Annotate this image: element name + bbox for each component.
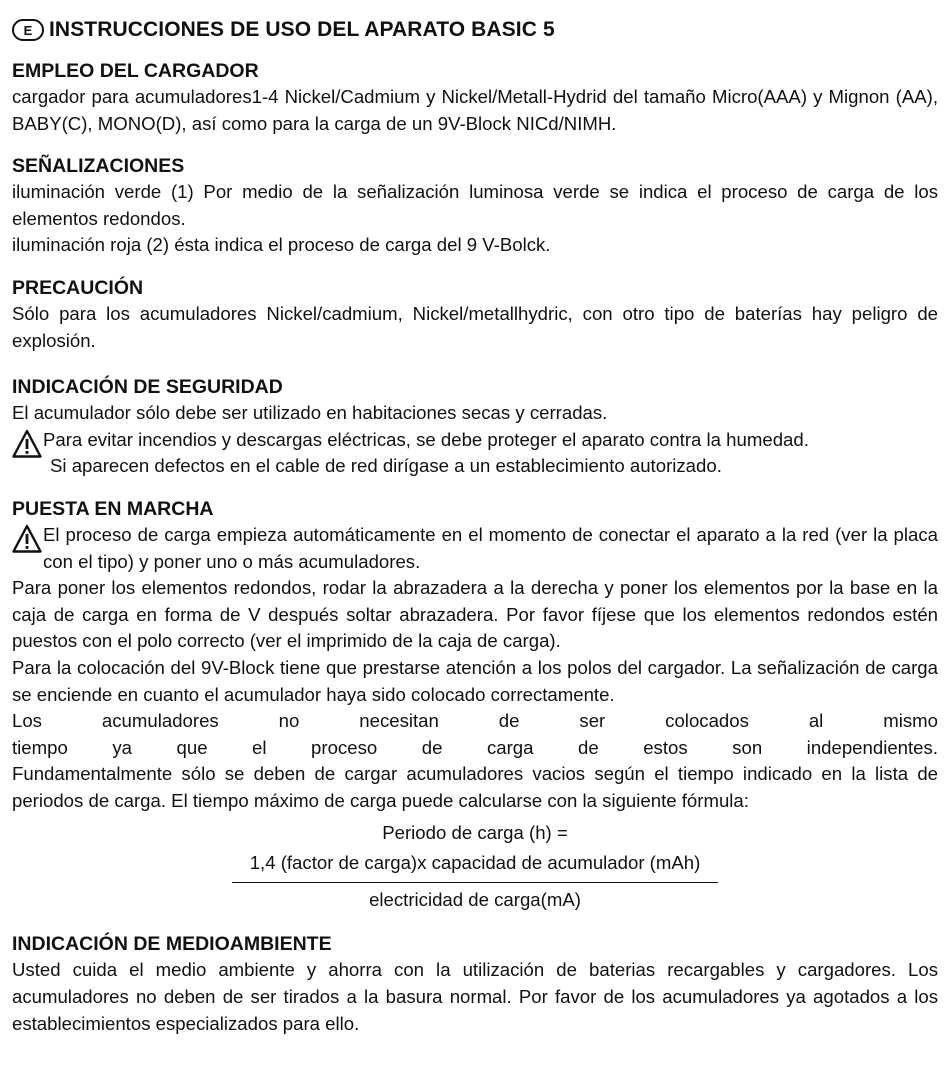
document-title: INSTRUCCIONES DE USO DEL APARATO BASIC 5 [49, 18, 555, 41]
warning-line: Para evitar incendios y descargas eléctricas, se debe proteger el aparato contra la humedad. [43, 428, 809, 450]
language-badge: E [12, 19, 44, 41]
paragraph: Sólo para los acumuladores Nickel/cadmium, Nickel/metallhydric, con otro tipo de baterías hay peligro de explosión. [12, 302, 938, 351]
paragraph: Para poner los elementos redondos, rodar la abrazadera a la derecha y poner los elementos por la base en la caja de carga en forma de V después soltar abrazadera. Por favor fíjese que los elementos redondos estén puestos con el polo correcto (ver el imprimido de la caja de carga). [12, 577, 938, 652]
warning-text [43, 427, 938, 480]
charge-time-formula [12, 818, 938, 915]
section-heading: EMPLEO DEL CARGADOR [12, 60, 259, 82]
document-header [12, 18, 938, 42]
paragraph: cargador para acumuladores1-4 Nickel/Cadmium y Nickel/Metall-Hydrid del tamaño Micro(AAA) y Mignon (AA), BABY(C), MONO(D), así como para la carga de un 9V-Block NICd/NIMH. [12, 86, 938, 134]
formula-fraction [232, 848, 719, 915]
formula-denominator: electricidad de carga(mA) [369, 889, 581, 911]
section-puesta-en-marcha [12, 496, 938, 916]
section-heading: PUESTA EN MARCHA [12, 497, 214, 520]
warning-line: Si aparecen defectos en el cable de red dirígase a un establecimiento autorizado. [50, 455, 722, 477]
section-heading: INDICACIÓN DE SEGURIDAD [12, 376, 283, 399]
paragraph-line: tiempo ya que el proceso de carga de estos son independientes. [12, 736, 938, 758]
section-heading: INDICACIÓN DE MEDIOAMBIENTE [12, 933, 332, 956]
section-precaucion [12, 275, 938, 354]
paragraph: Usted cuida el medio ambiente y ahorra con la utilización de baterias recargables y cargadores. Los acumuladores no deben de ser tirados a la basura normal. Por favor de los acumuladores ya agotados a los establecimientos especializados para ello. [12, 959, 938, 1034]
section-heading: PRECAUCIÓN [12, 276, 144, 299]
paragraph: Fundamentalmente sólo se deben de cargar acumuladores vacios según el tiempo indicado en la lista de periodos de carga. El tiempo máximo de carga puede calcularse con la siguiente fórmula: [12, 763, 938, 811]
formula-numerator: 1,4 (factor de carga)x capacidad de acumulador (mAh) [232, 848, 719, 883]
section-senalizaciones [12, 153, 938, 259]
paragraph: iluminación verde (1) Por medio de la señalización luminosa verde se indica el proceso de carga de los elementos redondos. [12, 181, 938, 229]
section-medioambiente [12, 931, 938, 1037]
warning-row [12, 427, 938, 480]
warning-triangle-icon [12, 429, 42, 459]
paragraph: Para la colocación del 9V-Block tiene que prestarse atención a los polos del cargador. La señalización de carga se enciende en cuanto el acumulador haya sido colocado correctamente. [12, 656, 938, 705]
paragraph: El acumulador sólo debe ser utilizado en habitaciones secas y cerradas. [12, 402, 608, 424]
warning-triangle-icon [12, 524, 42, 554]
section-empleo [12, 58, 938, 137]
paragraph: iluminación roja (2) ésta indica el proceso de carga del 9 V-Bolck. [12, 234, 551, 256]
warning-row [12, 522, 938, 575]
section-heading: SEÑALIZACIONES [12, 155, 185, 178]
warning-text: El proceso de carga empieza automáticamente en el momento de conectar el aparato a la red (ver la placa con el tipo) y poner uno o más acumuladores. [43, 523, 938, 572]
formula-label: Periodo de carga (h) = [382, 822, 568, 844]
paragraph-line: Los acumuladores no necesitan de ser colocados al mismo [12, 710, 938, 732]
section-seguridad [12, 374, 938, 480]
